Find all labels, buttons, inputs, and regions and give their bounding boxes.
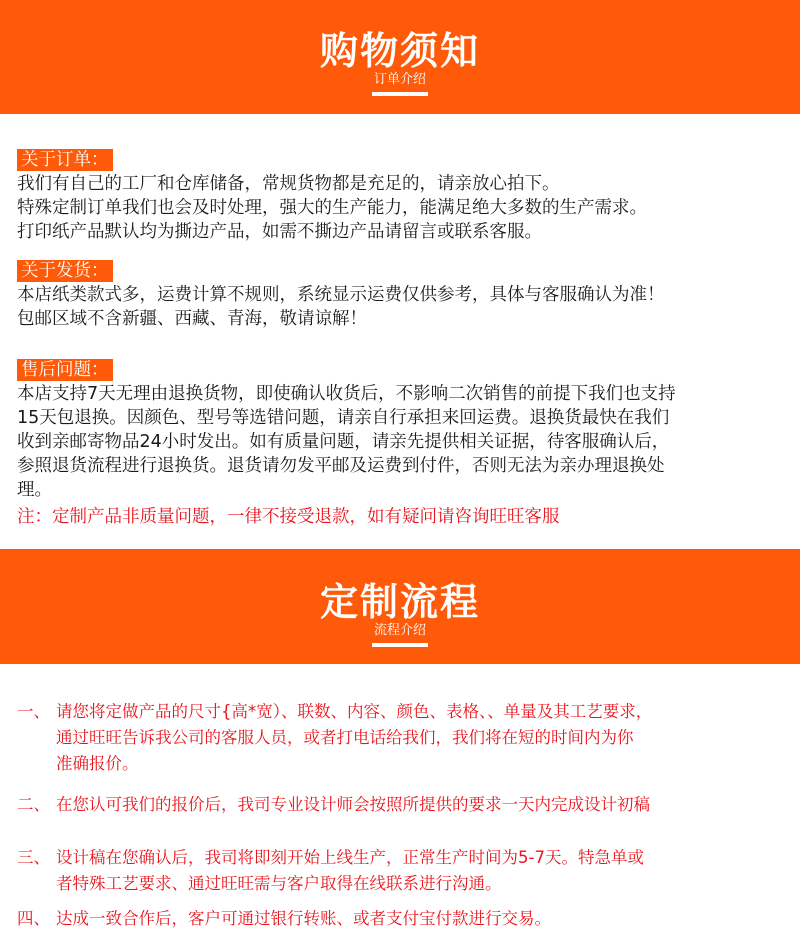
- step-1: [17, 699, 792, 777]
- banner-subtitle: 订单介绍: [373, 72, 426, 87]
- step-number: 一、: [17, 702, 50, 721]
- order-label: 关于订单：: [17, 149, 113, 171]
- aftersale-label: 售后问题：: [17, 359, 113, 381]
- order-line-2: 特殊定制订单我们也会及时处理，强大的生产能力，能满足绝大多数的生产需求。: [17, 198, 647, 218]
- banner-title: 定制流程: [319, 580, 480, 624]
- banner-underline: [372, 92, 428, 96]
- step-text: 达成一致合作后，客户可通过银行转账、或者支付宝付款进行交易。: [56, 909, 551, 928]
- step-number: 二、: [17, 795, 50, 814]
- banner-title: 购物须知: [319, 29, 480, 73]
- header-banner-process: [0, 549, 800, 664]
- order-section: [17, 148, 787, 244]
- banner-subtitle: 流程介绍: [373, 623, 426, 638]
- step-4: [17, 906, 792, 932]
- order-line-3: 打印纸产品默认均为撕边产品，如需不撕边产品请留言或联系客服。: [17, 222, 542, 242]
- step-text: 者特殊工艺要求、通过旺旺需与客户取得在线联系进行沟通。: [56, 874, 502, 893]
- step-number: 四、: [17, 909, 50, 928]
- step-text: 通过旺旺告诉我公司的客服人员，或者打电话给我们，我们将在短的时间内为你: [56, 728, 634, 747]
- shipping-line-1: 本店纸类款式多，运费计算不规则，系统显示运费仅供参考，具体与客服确认为准！: [17, 285, 665, 305]
- aftersale-line-2: 15天包退换。因颜色、型号等选错问题，请亲自行承担来回运费。退换货最快在我们: [17, 408, 670, 428]
- step-2: [17, 792, 792, 818]
- shipping-section: [17, 259, 787, 331]
- aftersale-line-5: 理。: [17, 480, 52, 500]
- aftersale-line-3: 收到亲邮寄物品24小时发出。如有质量问题，请亲先提供相关证据，待客服确认后，: [17, 432, 670, 452]
- aftersale-line-1: 本店支持7天无理由退换货物，即使确认收货后，不影响二次销售的前提下我们也支持: [17, 384, 676, 404]
- step-number: 三、: [17, 848, 50, 867]
- step-text: 请您将定做产品的尺寸{高*宽）、联数、内容、颜色、表格、、单量及其工艺要求，: [56, 702, 653, 721]
- shipping-line-2: 包邮区域不含新疆、西藏、青海，敬请谅解！: [17, 309, 367, 329]
- shipping-label: 关于发货：: [17, 260, 113, 282]
- step-3: [17, 845, 792, 897]
- aftersale-section: [17, 358, 787, 529]
- step-text: 设计稿在您确认后，我司将即刻开始上线生产，正常生产时间为5-7天。特急单或: [56, 848, 644, 867]
- banner-underline: [372, 643, 428, 647]
- order-line-1: 我们有自己的工厂和仓库储备，常规货物都是充足的，请亲放心拍下。: [17, 174, 560, 194]
- aftersale-note: 注：定制产品非质量问题，一律不接受退款，如有疑问请咨询旺旺客服: [17, 507, 560, 527]
- header-banner-shopping: [0, 0, 800, 114]
- step-text: 准确报价。: [56, 754, 139, 773]
- step-text: 在您认可我们的报价后，我司专业设计师会按照所提供的要求一天内完成设计初稿: [56, 795, 650, 814]
- aftersale-line-4: 参照退货流程进行退换货。退货请勿发平邮及运费到付件，否则无法为亲办理退换处: [17, 456, 665, 476]
